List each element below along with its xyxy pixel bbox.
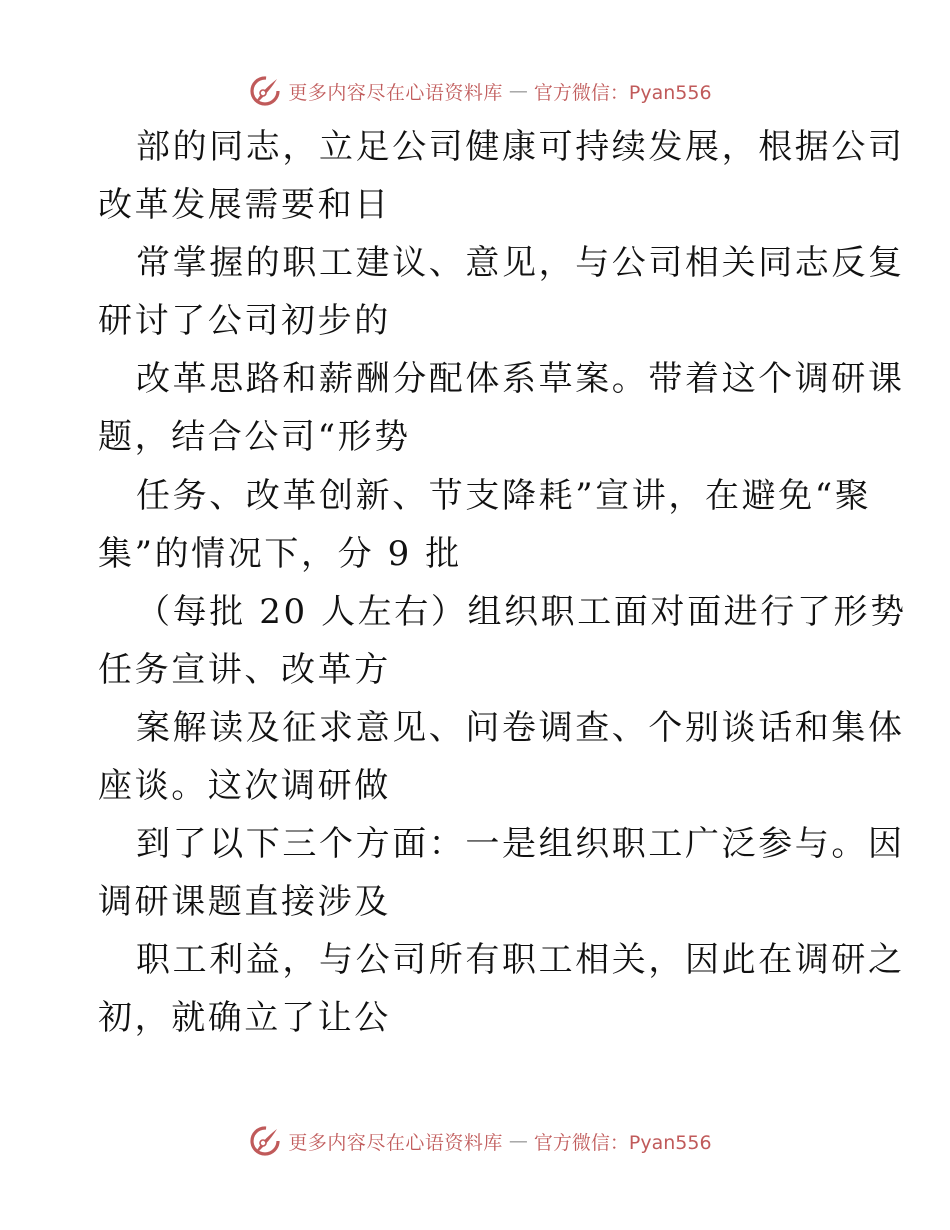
- body-line: 初，就确立了让公: [98, 998, 391, 1038]
- body-line: 集”的情况下，分 9 批: [98, 534, 462, 574]
- body-line: 题，结合公司“形势: [98, 417, 411, 457]
- body-line: 改革思路和薪酬分配体系草案。带着这个调研课: [136, 359, 905, 399]
- body-line: 座谈。这次调研做: [98, 766, 391, 806]
- footer-banner-inner: [248, 1124, 711, 1158]
- header-separator: —: [508, 80, 528, 102]
- body-line: 到了以下三个方面：一是组织职工广泛参与。因: [136, 824, 905, 864]
- header-wechat-text: 官方微信：Pyan556: [533, 81, 712, 104]
- header-site-text: 更多内容尽在心语资料库: [288, 81, 503, 104]
- body-line: 案解读及征求意见、问卷调查、个别谈话和集体: [136, 708, 905, 748]
- body-line: 研讨了公司初步的: [98, 301, 391, 341]
- body-line: 任务、改革创新、节支降耗”宣讲，在避免“聚: [136, 476, 872, 516]
- quill-logo-icon: [248, 1124, 282, 1158]
- footer-site-text: 更多内容尽在心语资料库: [288, 1131, 503, 1154]
- body-line: 调研课题直接涉及: [98, 882, 391, 922]
- body-line: 部的同志，立足公司健康可持续发展，根据公司: [136, 127, 905, 167]
- body-line: 任务宣讲、改革方: [98, 650, 391, 690]
- body-line: 常掌握的职工建议、意见，与公司相关同志反复: [136, 243, 905, 283]
- body-line: 职工利益，与公司所有职工相关，因此在调研之: [136, 940, 905, 980]
- body-line: （每批 20 人左右）组织职工面对面进行了形势: [136, 592, 907, 632]
- footer-separator: —: [508, 1130, 528, 1152]
- footer-banner: [0, 1121, 950, 1161]
- footer-wechat-text: 官方微信：Pyan556: [533, 1131, 712, 1154]
- body-line: 改革发展需要和日: [98, 185, 391, 225]
